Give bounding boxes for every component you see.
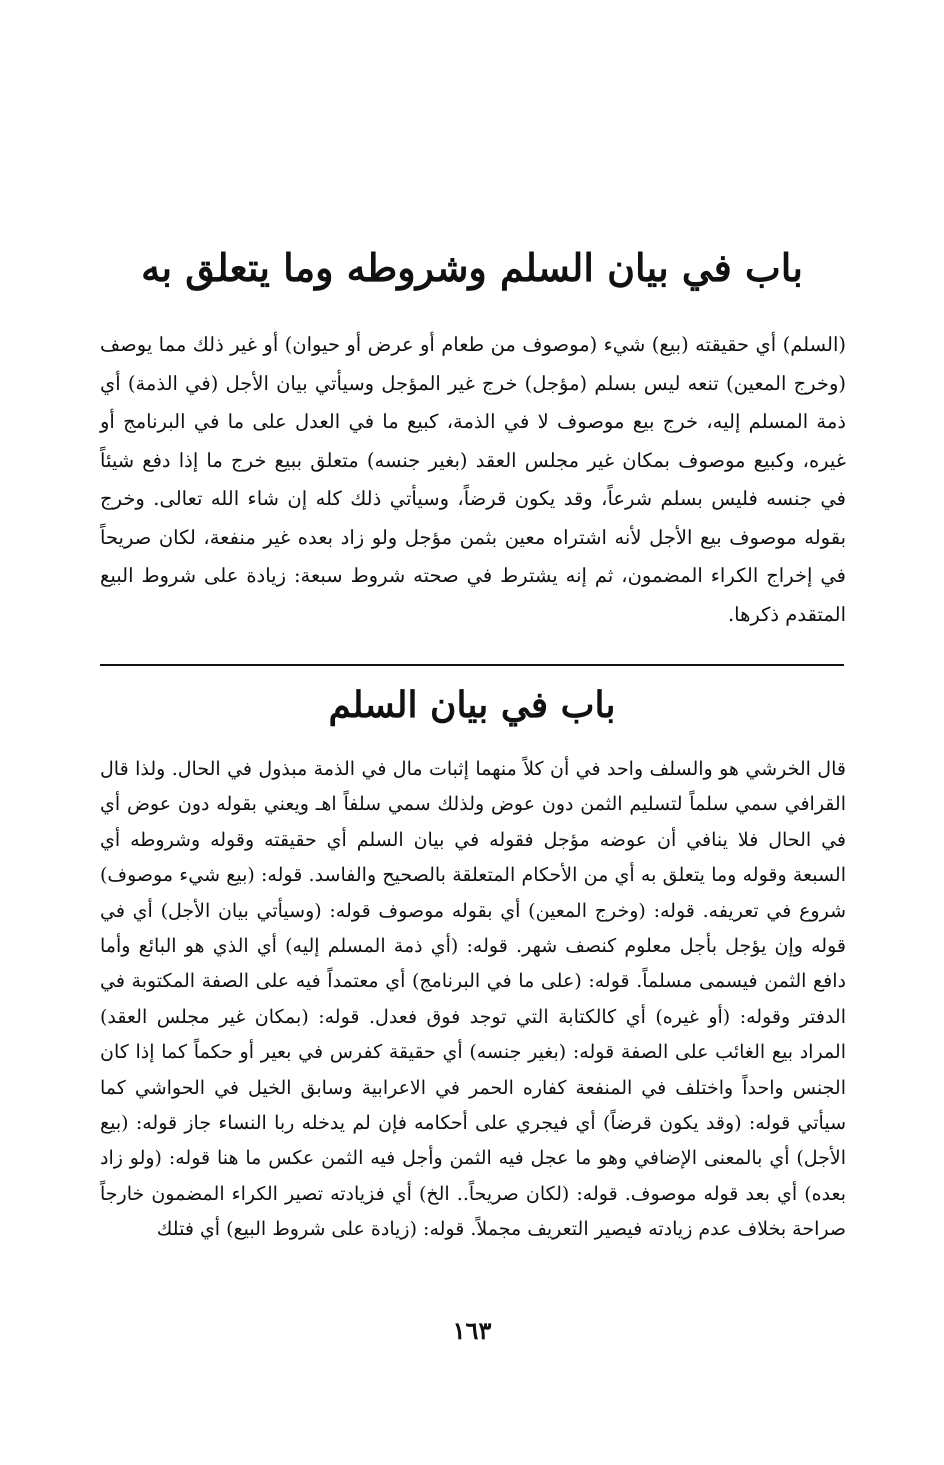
commentary-paragraph: قال الخرشي هو والسلف واحد في أن كلاً منهما إثبات مال في الذمة مبذول في الحال. ولذا قال القرافي سمي سلماً لتسليم الثمن دون عوض ولذلك سمي سلفاً اهـ ويعني بقوله دون عوض أي في الحال فلا ينافي أن عوضه مؤجل فقوله في بيان السلم أي حقيقته وقوله وشروطه أي السبعة وقوله وما يتعلق به أي من الأحكام المتعلقة بالصحيح والفاسد. قوله: (بيع شيء موصوف) شروع في تعريفه. قوله: (وخرج المعين) أي بقوله موصوف قوله: (وسيأتي بيان الأجل) أي في قوله وإن يؤجل بأجل معلوم كنصف شهر. قوله: (أي ذمة المسلم إليه) أي الذي هو البائع وأما دافع الثمن فيسمى مسلماً. قوله: (على ما في البرنامج) أي معتمداً فيه على الصفة المكتوبة في الدفتر وقوله: (أو غيره) أي كالكتابة التي توجد فوق فعدل. قوله: (بمكان غير مجلس العقد) المراد بيع الغائب على الصفة قوله: (بغير جنسه) أي حقيقة كفرس في بعير أو حكماً كما إذا كان الجنس واحداً واختلف في المنفعة كفاره الحمر في الاعرابية وسابق الخيل في الحواشي كما سيأتي قوله: (وقد يكون قرضاً) أي فيجري على أحكامه فإن لم يدخله ربا النساء جاز قوله: (بيع الأجل) أي بالمعنى الإضافي وهو ما عجل فيه الثمن وأجل فيه الثمن عكس ما هنا قوله: (ولو زاد بعده) أي بعد قوله موصوف. قوله: (لكان صريحاً.. الخ) أي فزيادته تصير الكراء المضمون خارجاً صراحة بخلاف عدم زيادته فيصير التعريف مجملاً. قوله: (زيادة على شروط البيع) أي فتلك	[100, 758, 846, 1241]
section-divider	[100, 664, 844, 666]
chapter-heading: باب في بيان السلم وشروطه وما يتعلق به	[141, 245, 803, 290]
page-number: ١٦٣	[452, 1316, 492, 1345]
commentary-heading: باب في بيان السلم	[328, 684, 616, 726]
main-text-paragraph: (السلم) أي حقيقته (بيع) شيء (موصوف من طعام أو عرض أو حيوان) أو غير ذلك مما يوصف (وخرج المعين) تنعه ليس بسلم (مؤجل) خرج غير المؤجل وسيأتي بيان الأجل (في الذمة) أي ذمة المسلم إليه، خرج بيع موصوف لا في الذمة، كبيع ما في العدل على ما في البرنامج أو غيره، وكبيع موصوف بمكان غير مجلس العقد (بغير جنسه) متعلق ببيع خرج ما إذا دفع شيئاً في جنسه فليس بسلم شرعاً، وقد يكون قرضاً، وسيأتي ذلك كله إن شاء الله تعالى. وخرج بقوله موصوف بيع الأجل لأنه اشتراه معين بثمن مؤجل ولو زاد بعده غير منفعة، لكان صريحاً في إخراج الكراء المضمون، ثم إنه يشترط في صحته شروط سبعة: زيادة على شروط البيع المتقدم ذكرها.	[100, 333, 846, 626]
